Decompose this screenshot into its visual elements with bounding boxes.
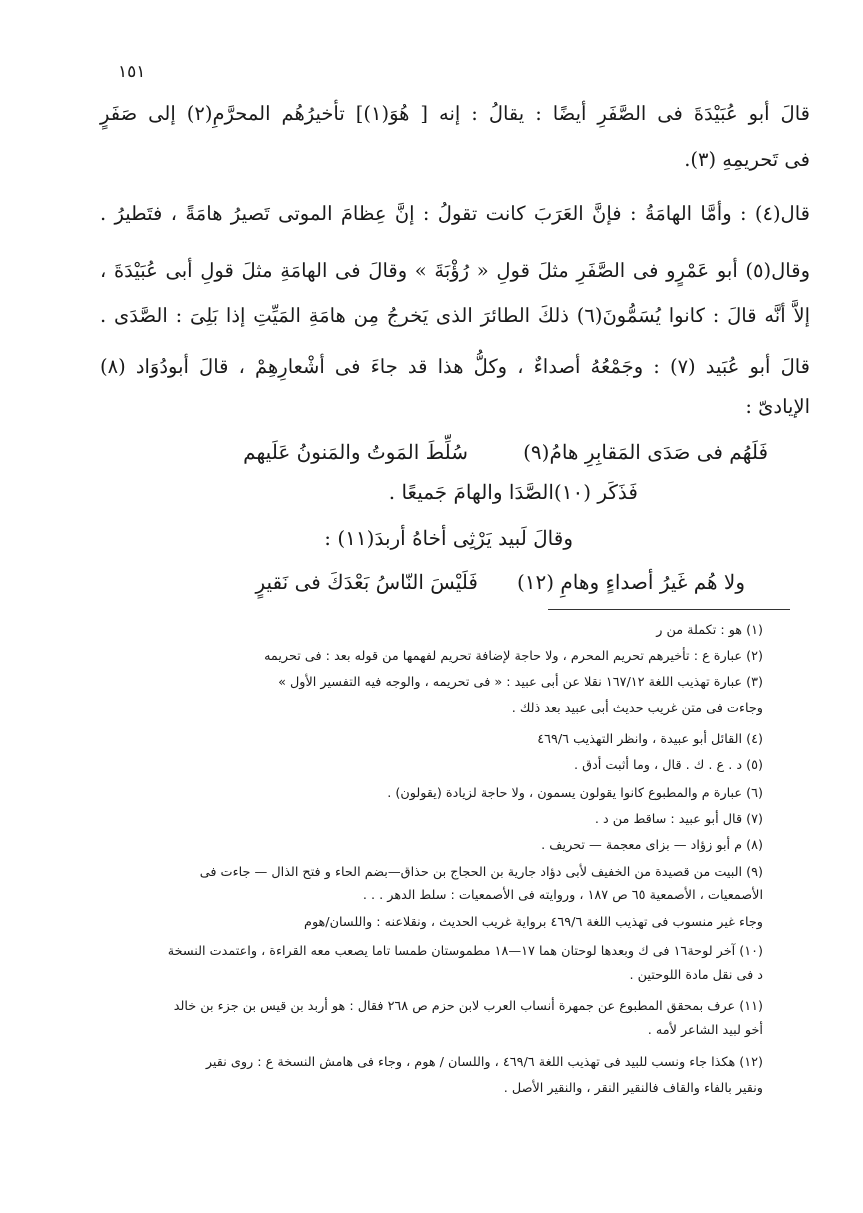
paragraph-2: قال(٤) : وأمَّا الهامَةُ : فإنَّ العَرَبَ كانت تقولُ : إنَّ عِظامَ الموتى تَصيرُ هامَةً ، فتَطيرُ . (100, 202, 810, 225)
paragraph-3-line-2: إلاَّ أنَّه قالَ : كانوا يُسَمُّونَ(٦) ذلكَ الطائرَ الذى يَخرجُ مِن هامَةِ المَيِّتِ إذا بَلِىَ : الصَّدَى . (100, 304, 810, 327)
footnote-8: (٨) م أبو زؤاد — بزاى معجمة — تحريف . (541, 838, 763, 853)
verse-3-first-hemistich: فَلَيْسَ النّاسُ بَعْدَكَ فى نَقيرٍ (255, 570, 478, 594)
verse-1-first-hemistich: سُلِّطَ المَوتُ والمَنونُ عَلَيهم (243, 440, 468, 464)
footnote-12: (١٢) هكذا جاء ونسب للبيد فى تهذيب اللغة ٤٦٩/٦ ، واللسان / هوم ، وجاء فى هامش النسخة ع : روى نقير (205, 1055, 763, 1070)
footnote-6: (٦) عبارة م والمطبوع كانوا يقولون يسمون ، ولا حاجة لزيادة (يقولون) . (387, 786, 763, 801)
footnote-11: (١١) عرف بمحقق المطبوع عن جمهرة أنساب العرب لابن حزم ص ٢٦٨ فقال : هو أربد بن قيس بن جزء بن خالد (173, 999, 763, 1014)
footnote-3-continued: وجاءت فى متن غريب حديث أبى عبيد بعد ذلك . (511, 701, 763, 716)
footnote-4: (٤) القائل أبو عبيدة ، وانظر التهذيب ٤٦٩/٦ (537, 732, 763, 747)
footnote-2: (٢) عبارة ع : تأخيرهم تحريم المحرم ، ولا حاجة لإضافة تحريم لفهمها من قوله بعد : فى تحريمه (264, 649, 763, 664)
footnote-12-continued: ونقير بالفاء والقاف فالنقير النقر ، والنقير الأصل . (503, 1081, 763, 1096)
paragraph-1-line-1: قالَ أبو عُبَيْدَةَ فى الصَّفَرِ أيضًا : يقالُ : إنه [ هُوَ(١)] تأخيرُهُم المحرَّمِ(٢) إلى صَفَرٍ (100, 102, 810, 125)
footnote-separator (548, 609, 790, 610)
footnote-9-continued-2: وجاء غير منسوب فى تهذيب اللغة ٤٦٩/٦ برواية غريب الحديث ، ونقلاعنه : واللسان/هوم (304, 915, 763, 930)
footnote-1: (١) هو : تكملة من ر (656, 623, 763, 638)
paragraph-4-line-1: قالَ أبو عُبَيد (٧) : وجَمْعُهُ أصداءٌ ، وكلُّ هذا قد جاءَ فى أشْعارِهِمْ ، قالَ أبودُوَاد (٨) (100, 355, 810, 378)
footnote-10-continued: د فى نقل مادة اللوحتين . (629, 968, 763, 983)
paragraph-5: وقالَ لَبيد يَرْثِى أخاهُ أربدَ(١١) : (324, 526, 573, 550)
page-number: ١٥١ (118, 62, 146, 82)
footnote-9: (٩) البيت من قصيدة من الخفيف لأبى دؤاد جارية بن الحجاج بن حذاق—بضم الحاء و فتح الذال — جاءت فى (199, 865, 763, 880)
footnote-9-continued-1: الأصمعيات ، الأصمعية ٦٥ ص ١٨٧ ، وروايته فى الأصمعيات : سلط الدهر . . . (362, 888, 763, 903)
verse-2: فَذَكَر (١٠)الصَّدَا والهامَ جَميعًا . (388, 480, 638, 504)
verse-1-second-hemistich: فَلَهُم فى صَدَى المَقابِرِ هامُ(٩) (523, 440, 768, 464)
footnote-11-continued: أخو لبيد الشاعر لأمه . (647, 1023, 763, 1038)
paragraph-1-line-2: فى تَحريمِهِ (٣). (684, 148, 810, 171)
paragraph-4-line-2: الإيادىّ : (745, 395, 810, 418)
verse-3-second-hemistich: ولا هُم غَيرُ أصداءٍ وهامِ (١٢) (516, 570, 745, 594)
footnote-7: (٧) قال أبو عبيد : ساقط من د . (594, 812, 763, 827)
footnote-5: (٥) د . ع . ك . قال ، وما أثبت أدق . (574, 758, 763, 773)
footnote-3: (٣) عبارة تهذيب اللغة ١٦٧/١٢ نقلا عن أبى عبيد : « فى تحريمه ، والوجه فيه التفسير الأول » (278, 675, 763, 690)
paragraph-3-line-1: وقال(٥) أبو عَمْرٍو فى الصَّفَرِ مثلَ قولِ « رُؤْبَةَ » وقالَ فى الهامَةِ مثلَ قولِ أبى عُبَيْدَةَ ، (100, 259, 810, 282)
footnote-10: (١٠) آخر لوحة١٦ فى ك وبعدها لوحتان هما ١٧—١٨ مطموستان طمسا تاما يصعب معه القراءة ، واعتمدت النسخة (167, 944, 763, 959)
